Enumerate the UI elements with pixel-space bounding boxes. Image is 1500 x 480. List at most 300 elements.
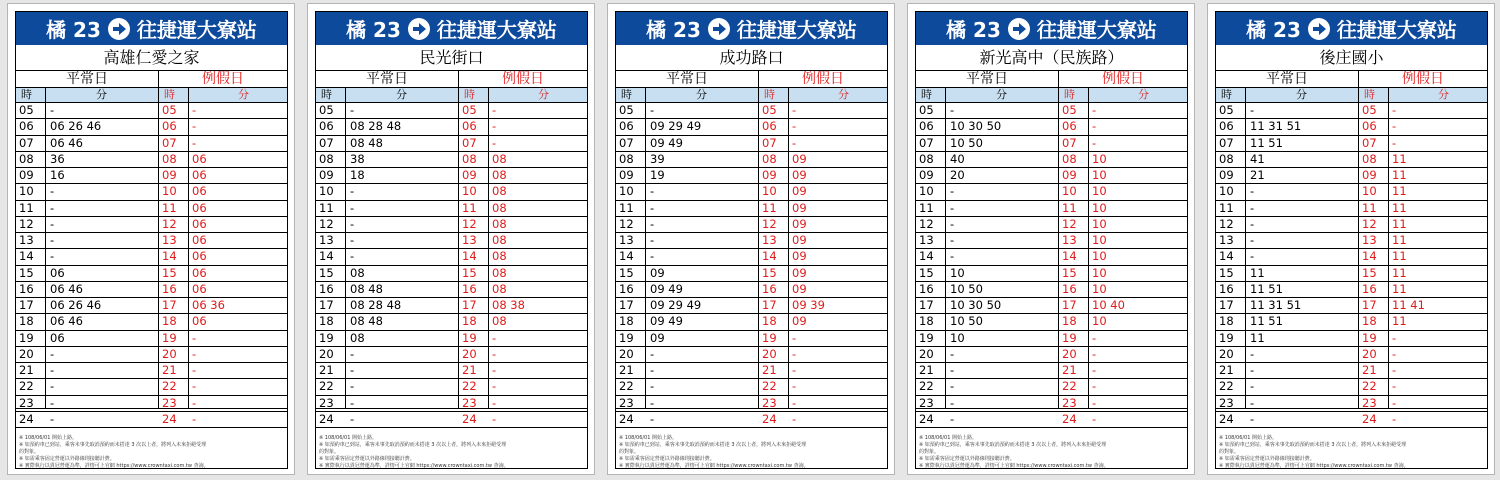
weekday-minutes: 08 — [350, 265, 365, 280]
holiday-minutes: - — [1392, 411, 1397, 426]
note-line: ※ 如需乘客固定營運以外路線則接聽計費。 — [1219, 456, 1315, 462]
weekday-hour: 22 — [19, 379, 34, 394]
route-number: 橘 23 — [946, 18, 1001, 42]
weekday-hour: 14 — [619, 249, 634, 264]
holiday-hour: 07 — [162, 135, 177, 150]
holiday-minutes: - — [492, 395, 497, 410]
weekday-hour: 16 — [919, 281, 934, 296]
holiday-minutes: - — [492, 103, 497, 117]
weekday-hour: 13 — [919, 233, 934, 247]
weekday-hour: 09 — [619, 168, 634, 182]
table-row — [16, 298, 287, 314]
weekday-hour-header: 時 — [321, 88, 332, 101]
table-row — [616, 103, 887, 119]
table-row — [16, 331, 287, 347]
holiday-hour-header: 時 — [464, 88, 475, 101]
holiday-hour: 10 — [762, 184, 777, 199]
holiday-minutes: - — [192, 411, 197, 426]
table-row — [1216, 184, 1487, 200]
holiday-minutes: 08 — [492, 151, 507, 166]
weekday-minutes: - — [50, 346, 55, 361]
holiday-minutes: - — [1392, 119, 1397, 134]
weekday-minutes: - — [950, 395, 955, 410]
weekday-hour: 10 — [19, 184, 34, 199]
timetable-panel — [607, 3, 895, 475]
weekday-hour: 15 — [1219, 265, 1234, 280]
holiday-hour-header: 時 — [1364, 88, 1375, 101]
table-row — [316, 136, 587, 152]
weekday-minutes: - — [650, 200, 655, 215]
holiday-hour: 23 — [162, 395, 177, 410]
weekday-hour: 14 — [919, 249, 934, 264]
weekday-minutes: 10 50 — [950, 314, 983, 329]
table-row — [616, 233, 887, 249]
weekday-minutes: 38 — [350, 151, 365, 166]
holiday-minutes: 10 — [1092, 233, 1107, 247]
holiday-minutes: 08 — [492, 216, 507, 231]
holiday-hour: 13 — [1362, 233, 1377, 247]
table-row — [1216, 217, 1487, 233]
table-row — [916, 168, 1187, 184]
holiday-minute-header: 分 — [238, 88, 249, 101]
holiday-minutes: 09 — [792, 184, 807, 199]
weekday-minutes: 11 51 — [1250, 281, 1283, 296]
weekday-hour: 16 — [619, 281, 634, 296]
weekday-hour: 10 — [319, 184, 334, 199]
weekday-minutes: - — [350, 233, 355, 247]
table-row — [1216, 119, 1487, 135]
holiday-hour: 22 — [462, 379, 477, 394]
weekday-hour: 16 — [1219, 281, 1234, 296]
table-row — [616, 314, 887, 330]
weekday-hour: 20 — [319, 346, 334, 361]
holiday-hour: 08 — [1362, 151, 1377, 166]
table-row — [916, 233, 1187, 249]
weekday-hour: 08 — [1219, 151, 1234, 166]
holiday-minutes: 10 — [1092, 200, 1107, 215]
weekday-hour: 24 — [319, 411, 334, 426]
weekday-hour: 22 — [1219, 379, 1234, 394]
weekday-minutes: - — [50, 233, 55, 247]
weekday-hour: 09 — [319, 168, 334, 182]
holiday-minutes: 10 — [1092, 216, 1107, 231]
weekday-minutes: - — [650, 233, 655, 247]
weekday-hour: 07 — [619, 135, 634, 150]
weekday-hour: 10 — [619, 184, 634, 199]
weekday-hour: 06 — [19, 119, 34, 134]
holiday-minutes: - — [792, 119, 797, 134]
table-row — [616, 266, 887, 282]
weekday-hour: 08 — [619, 151, 634, 166]
table-row — [316, 168, 587, 184]
holiday-minutes: 06 — [192, 249, 207, 264]
weekday-minutes: - — [650, 346, 655, 361]
weekday-hour: 22 — [619, 379, 634, 394]
weekday-minutes: 06 26 46 — [50, 119, 102, 134]
table-row — [616, 152, 887, 168]
weekday-minutes: - — [50, 216, 55, 231]
weekday-hour: 17 — [1219, 298, 1234, 312]
weekday-hour: 08 — [919, 151, 934, 166]
holiday-minute-header: 分 — [838, 88, 849, 101]
weekday-hour: 18 — [619, 314, 634, 329]
holiday-hour: 17 — [1062, 298, 1077, 312]
weekday-hour: 12 — [1219, 216, 1234, 231]
holiday-hour: 18 — [1062, 314, 1077, 329]
table-row — [316, 314, 587, 330]
weekday-hour: 14 — [319, 249, 334, 264]
weekday-hour: 23 — [319, 395, 334, 410]
holiday-minutes: - — [1092, 411, 1097, 426]
table-row — [316, 249, 587, 265]
holiday-minutes: 06 — [192, 233, 207, 247]
weekday-label: 平常日 — [316, 71, 459, 87]
notes-area — [1216, 408, 1487, 469]
stop-name: 成功路口 — [616, 45, 887, 71]
holiday-hour: 17 — [1362, 298, 1377, 312]
weekday-minutes: - — [350, 379, 355, 394]
table-row — [616, 249, 887, 265]
weekday-minutes: 10 50 — [950, 135, 983, 150]
weekday-hour: 15 — [919, 265, 934, 280]
weekday-hour: 14 — [1219, 249, 1234, 264]
note-line: ※ 實際執行以貴冠營運為準，詳情可上官網 https://www.crowntaxi.com.tw 查詢。 — [919, 463, 1109, 469]
table-row — [916, 201, 1187, 217]
note-line: ※ 如預約車已到站，乘客未事先取消預約而未搭達 3 次以上者，將列入未來拒絕受理 — [619, 442, 807, 448]
table-row — [916, 314, 1187, 330]
holiday-minutes: - — [792, 379, 797, 394]
holiday-minutes: - — [192, 135, 197, 150]
weekday-hour: 06 — [919, 119, 934, 134]
holiday-hour: 17 — [462, 298, 477, 312]
holiday-hour: 05 — [762, 103, 777, 117]
holiday-hour: 09 — [1062, 168, 1077, 182]
weekday-minutes: - — [650, 363, 655, 377]
note-line: ※ 如預約車已到站，乘客未事先取消預約而未搭達 3 次以上者，將列入未來拒絕受理 — [1219, 442, 1407, 448]
holiday-hour: 19 — [1062, 330, 1077, 345]
weekday-hour: 12 — [319, 216, 334, 231]
schedule-rows — [916, 103, 1187, 428]
weekday-minutes: - — [350, 184, 355, 199]
holiday-hour: 17 — [762, 298, 777, 312]
weekday-minutes: 18 — [350, 168, 365, 182]
table-row — [616, 363, 887, 379]
timetable-frame — [315, 11, 588, 469]
column-header — [1216, 88, 1487, 103]
weekday-hour: 22 — [919, 379, 934, 394]
table-row — [16, 168, 287, 184]
holiday-minutes: 11 — [1392, 184, 1407, 199]
weekday-hour: 10 — [1219, 184, 1234, 199]
note-line: ※ 如需乘客固定營運以外路線則接聽計費。 — [319, 456, 415, 462]
weekday-hour: 23 — [1219, 395, 1234, 410]
day-type-row — [316, 71, 587, 88]
weekday-hour: 13 — [319, 233, 334, 247]
table-row — [916, 347, 1187, 363]
holiday-minutes: - — [1092, 119, 1097, 134]
weekday-label: 平常日 — [16, 71, 159, 87]
weekday-hour: 24 — [1219, 411, 1234, 426]
weekday-minutes: - — [950, 216, 955, 231]
weekday-hour: 20 — [19, 346, 34, 361]
day-type-row — [616, 71, 887, 88]
weekday-minutes: 11 51 — [1250, 135, 1283, 150]
holiday-minutes: - — [192, 395, 197, 410]
weekday-minutes: - — [950, 363, 955, 377]
holiday-minutes: - — [192, 330, 197, 345]
holiday-hour: 05 — [162, 103, 177, 117]
weekday-hour: 15 — [619, 265, 634, 280]
table-row — [316, 347, 587, 363]
weekday-label: 平常日 — [916, 71, 1059, 87]
weekday-hour: 12 — [19, 216, 34, 231]
holiday-hour: 23 — [762, 395, 777, 410]
holiday-minutes: - — [792, 346, 797, 361]
holiday-minutes: 11 — [1392, 151, 1407, 166]
holiday-minutes: 06 — [192, 216, 207, 231]
weekday-hour: 22 — [319, 379, 334, 394]
weekday-hour: 11 — [1219, 200, 1234, 215]
weekday-minutes: 06 46 — [50, 314, 83, 329]
weekday-minutes: 19 — [650, 168, 665, 182]
holiday-minutes: 10 40 — [1092, 298, 1125, 312]
holiday-minutes: 09 — [792, 314, 807, 329]
weekday-minutes: - — [650, 249, 655, 264]
holiday-minutes: 11 — [1392, 265, 1407, 280]
weekday-minutes: - — [650, 379, 655, 394]
holiday-hour: 11 — [762, 200, 777, 215]
holiday-hour: 08 — [1062, 151, 1077, 166]
table-row — [316, 103, 587, 119]
holiday-hour: 20 — [1362, 346, 1377, 361]
weekday-minutes: - — [50, 363, 55, 377]
weekday-minutes: 06 46 — [50, 281, 83, 296]
holiday-hour: 07 — [762, 135, 777, 150]
weekday-minutes: - — [950, 249, 955, 264]
holiday-hour: 23 — [462, 395, 477, 410]
holiday-minutes: - — [1392, 363, 1397, 377]
day-type-row — [916, 71, 1187, 88]
holiday-hour: 10 — [162, 184, 177, 199]
weekday-hour: 15 — [19, 265, 34, 280]
route-number: 橘 23 — [346, 18, 401, 42]
note-line: ※ 如預約車已到站，乘客未事先取消預約而未搭達 3 次以上者，將列入未來拒絕受理 — [319, 442, 507, 448]
table-row — [1216, 152, 1487, 168]
weekday-minutes: 10 30 50 — [950, 119, 1002, 134]
note-line: ※ 如需乘客固定營運以外路線則接聽計費。 — [619, 456, 715, 462]
holiday-minutes: 06 — [192, 184, 207, 199]
weekday-minutes: - — [950, 103, 955, 117]
note-line: ※ 108/06/01 開始上路。 — [19, 435, 78, 441]
holiday-minutes: 06 — [192, 265, 207, 280]
holiday-hour: 23 — [1362, 395, 1377, 410]
holiday-minutes: - — [792, 395, 797, 410]
table-row — [616, 217, 887, 233]
table-row — [916, 266, 1187, 282]
holiday-minutes: 10 — [1092, 314, 1107, 329]
holiday-hour: 22 — [1062, 379, 1077, 394]
column-header — [16, 88, 287, 103]
note-line: 的對象。 — [19, 449, 40, 455]
weekday-hour: 05 — [19, 103, 34, 117]
table-row — [916, 217, 1187, 233]
holiday-minutes: - — [192, 119, 197, 134]
holiday-hour: 09 — [462, 168, 477, 182]
weekday-minutes: 11 51 — [1250, 314, 1283, 329]
holiday-hour: 05 — [1362, 103, 1377, 117]
table-row — [916, 152, 1187, 168]
note-line: ※ 實際執行以貴冠營運為準，詳情可上官網 https://www.crowntaxi.com.tw 查詢。 — [19, 463, 209, 469]
table-row — [616, 282, 887, 298]
table-row — [316, 266, 587, 282]
note-line: ※ 實際執行以貴冠營運為準，詳情可上官網 https://www.crowntaxi.com.tw 查詢。 — [319, 463, 509, 469]
holiday-hour: 08 — [162, 151, 177, 166]
table-row — [916, 298, 1187, 314]
note-line: ※ 108/06/01 開始上路。 — [619, 435, 678, 441]
weekday-hour: 21 — [19, 363, 34, 377]
holiday-hour: 06 — [162, 119, 177, 134]
holiday-hour: 16 — [762, 281, 777, 296]
arrow-right-icon — [108, 18, 130, 40]
holiday-hour: 05 — [462, 103, 477, 117]
table-row — [16, 266, 287, 282]
holiday-minutes: - — [492, 379, 497, 394]
holiday-hour: 15 — [162, 265, 177, 280]
holiday-hour: 10 — [462, 184, 477, 199]
weekday-hour: 13 — [19, 233, 34, 247]
table-row — [16, 119, 287, 135]
weekday-hour: 23 — [19, 395, 34, 410]
table-row — [1216, 331, 1487, 347]
route-number: 橘 23 — [46, 18, 101, 42]
weekday-minutes: - — [950, 184, 955, 199]
table-row — [16, 347, 287, 363]
holiday-minutes: 11 41 — [1392, 298, 1425, 312]
holiday-hour: 18 — [1362, 314, 1377, 329]
holiday-minutes: - — [792, 135, 797, 150]
weekday-minutes: - — [950, 379, 955, 394]
table-row — [16, 314, 287, 330]
weekday-minute-header: 分 — [996, 88, 1007, 101]
holiday-minutes: - — [1392, 330, 1397, 345]
weekday-hour: 09 — [919, 168, 934, 182]
weekday-minutes: - — [650, 103, 655, 117]
weekday-hour-header: 時 — [1221, 88, 1232, 101]
timetable-panel — [7, 3, 295, 475]
holiday-hour: 14 — [1062, 249, 1077, 264]
holiday-hour-header: 時 — [764, 88, 775, 101]
weekday-hour: 08 — [319, 151, 334, 166]
table-row — [16, 217, 287, 233]
weekday-hour: 19 — [619, 330, 634, 345]
weekday-hour: 24 — [919, 411, 934, 426]
weekday-minutes: 39 — [650, 151, 665, 166]
weekday-hour: 18 — [319, 314, 334, 329]
schedule-rows — [16, 103, 287, 428]
table-row — [316, 331, 587, 347]
table-row — [916, 119, 1187, 135]
weekday-hour: 18 — [1219, 314, 1234, 329]
weekday-minutes: - — [1250, 184, 1255, 199]
weekday-minutes: - — [350, 103, 355, 117]
holiday-minutes: - — [1092, 379, 1097, 394]
stop-name: 民光街口 — [316, 45, 587, 71]
holiday-hour: 18 — [462, 314, 477, 329]
holiday-minute-header: 分 — [538, 88, 549, 101]
table-row — [16, 363, 287, 379]
weekday-minutes: - — [1250, 233, 1255, 247]
weekday-hour: 06 — [1219, 119, 1234, 134]
weekday-minutes: 09 49 — [650, 314, 683, 329]
holiday-minute-header: 分 — [1438, 88, 1449, 101]
table-row — [316, 217, 587, 233]
holiday-minutes: 08 — [492, 249, 507, 264]
holiday-hour: 15 — [1062, 265, 1077, 280]
weekday-minutes: - — [950, 346, 955, 361]
weekday-hour: 06 — [319, 119, 334, 134]
weekday-minutes: 41 — [1250, 151, 1265, 166]
holiday-minutes: - — [492, 119, 497, 134]
holiday-minutes: - — [492, 363, 497, 377]
holiday-hour: 13 — [1062, 233, 1077, 247]
holiday-hour: 12 — [162, 216, 177, 231]
table-row — [1216, 347, 1487, 363]
weekday-minutes: 06 — [50, 265, 65, 280]
holiday-hour: 14 — [762, 249, 777, 264]
weekday-hour: 12 — [619, 216, 634, 231]
weekday-minutes: 06 46 — [50, 135, 83, 150]
weekday-minutes: - — [650, 184, 655, 199]
weekday-minutes: - — [50, 249, 55, 264]
holiday-hour: 21 — [462, 363, 477, 377]
holiday-minutes: 08 — [492, 233, 507, 247]
holiday-label: 例假日 — [802, 71, 844, 87]
table-row — [1216, 379, 1487, 395]
table-row — [616, 331, 887, 347]
holiday-hour: 06 — [1362, 119, 1377, 134]
route-header — [1216, 12, 1487, 45]
weekday-hour: 06 — [619, 119, 634, 134]
holiday-minutes: - — [492, 330, 497, 345]
note-line: ※ 如預約車已到站，乘客未事先取消預約而未搭達 3 次以上者，將列入未來拒絕受理 — [919, 442, 1107, 448]
holiday-minutes: - — [1092, 103, 1097, 117]
note-line: ※ 108/06/01 開始上路。 — [1219, 435, 1278, 441]
holiday-minutes: - — [192, 346, 197, 361]
holiday-hour-header: 時 — [1064, 88, 1075, 101]
holiday-label: 例假日 — [202, 71, 244, 87]
holiday-minutes: 09 — [792, 249, 807, 264]
timetable-panel — [1207, 3, 1495, 475]
weekday-hour: 24 — [19, 411, 34, 426]
weekday-minutes: - — [950, 411, 955, 426]
holiday-minutes: - — [1392, 395, 1397, 410]
weekday-minutes: - — [1250, 249, 1255, 264]
weekday-minutes: - — [350, 363, 355, 377]
holiday-minutes: 11 — [1392, 249, 1407, 264]
note-line: 的對象。 — [319, 449, 340, 455]
holiday-hour: 09 — [762, 168, 777, 182]
weekday-minutes: 08 28 48 — [350, 119, 402, 134]
weekday-minute-header: 分 — [96, 88, 107, 101]
holiday-minutes: - — [1092, 330, 1097, 345]
destination-label: 往捷運大寮站 — [1336, 18, 1457, 42]
table-row — [316, 363, 587, 379]
holiday-minutes: - — [792, 411, 797, 426]
holiday-hour: 21 — [762, 363, 777, 377]
table-row — [1216, 298, 1487, 314]
weekday-minutes: 09 49 — [650, 135, 683, 150]
table-row — [1216, 282, 1487, 298]
